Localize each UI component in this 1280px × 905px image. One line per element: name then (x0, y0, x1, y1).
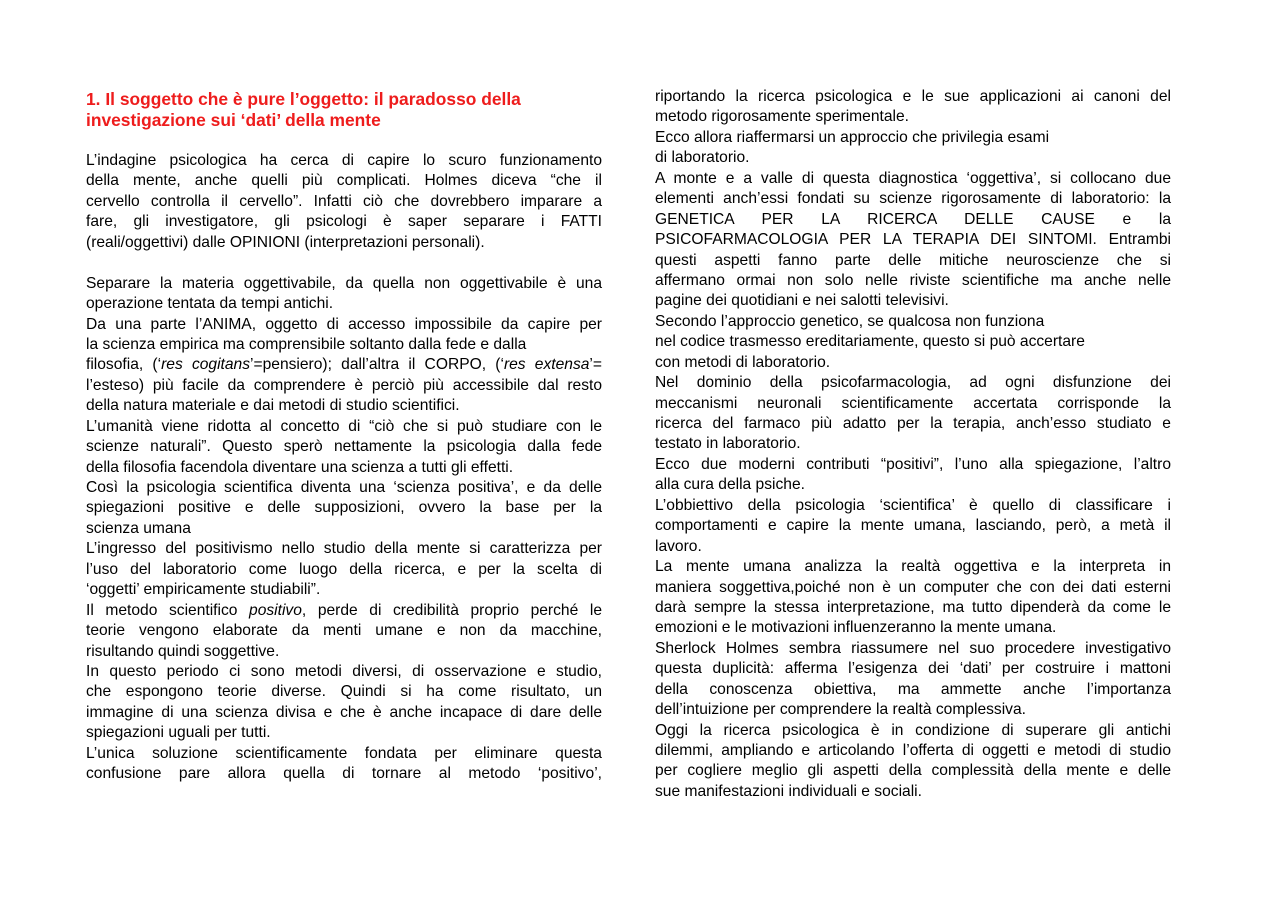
right-text-line: meccanismi neuronali scientificamente accertata corrisponde la (655, 394, 1171, 412)
right-text-line: dell’intuizione per comprendere la realtà complessiva. (655, 701, 1026, 719)
right-text-line: questa duplicità: afferma l’esigenza dei ‘dati’ per costruire i mattoni (655, 660, 1171, 678)
left-text-line: Separare la materia oggettivabile, da quella non oggettivabile è una (86, 274, 602, 292)
text-segment: Il metodo scientifico (86, 601, 250, 619)
text-segment: ’= (589, 356, 602, 374)
left-text-line: teorie vengono elaborate da menti umane e non da macchine, (86, 622, 602, 640)
left-text-line: Così la psicologia scientifica diventa una ‘scienza positiva’, e da delle (86, 479, 602, 496)
right-text-line: Oggi la ricerca psicologica è in condizione di superare gli antichi (655, 721, 1171, 739)
right-text-line: pagine dei quotidiani e nei salotti televisivi. (655, 292, 949, 310)
left-text-line: che espongono teorie diverse. Quindi si ha come risultato, un (86, 683, 602, 701)
left-text-line: L’umanità viene ridotta al concetto di “ciò che si può studiare con le (86, 417, 602, 435)
left-text-line: ‘oggetti’ empiricamente studiabili”. (86, 581, 321, 599)
right-text-line: maniera soggettiva,poiché non è un computer che con dei dati esterni (655, 578, 1171, 596)
right-text-line: alla cura della psiche. (655, 476, 805, 494)
left-text-line: della natura materiale e dai metodi di studio scientifici. (86, 397, 460, 415)
right-text-line: lavoro. (655, 537, 702, 555)
right-text-line: GENETICA PER LA RICERCA DELLE CAUSE e la (655, 210, 1171, 228)
left-text-line: l’esteso) più facile da comprendere è perciò più accessibile dal resto (86, 376, 602, 394)
right-column (655, 87, 1171, 802)
right-text-line: La mente umana analizza la realtà oggettiva e la interpreta in (655, 558, 1171, 576)
left-text-line: (reali/oggettivi) dalle OPINIONI (interpretazioni personali). (86, 233, 485, 251)
section-title (86, 89, 602, 131)
left-text-line: L’ingresso del positivismo nello studio della mente si caratterizza per (86, 540, 602, 558)
right-text-line: PSICOFARMACOLOGIA PER LA TERAPIA DEI SINTOMI. Entrambi (655, 231, 1171, 249)
right-text-line: elementi anch’essi fondati su scienze rigorosamente di laboratorio: la (655, 190, 1171, 208)
left-text-line: della mente, anche quelli più complicati. Holmes diceva “che il (86, 172, 602, 190)
right-text-line: della conoscenza obiettiva, ma ammette anche l’importanza (655, 680, 1171, 698)
right-text-line: affermano ormai non solo nelle riviste scientifiche ma anche nelle (655, 271, 1171, 289)
left-text-line: l’uso del laboratorio come luogo della ricerca, e per la scelta di (86, 560, 602, 578)
text-segment: , perde di credibilità proprio perché le (301, 601, 602, 619)
right-text-line: ricerca del farmaco più adatto per la terapia, anch’esso studiato e (655, 415, 1171, 432)
right-text-line: Sherlock Holmes sembra riassumere nel suo procedere investigativo (655, 639, 1171, 657)
left-text-line: Da una parte l’ANIMA, oggetto di accesso impossibile da capire per (86, 315, 602, 333)
right-text-line: Ecco due moderni contributi “positivi”, l’uno alla spiegazione, l’altro (655, 455, 1171, 473)
left-text-line: la scienza empirica ma comprensibile soltanto dalla fede e dalla (86, 335, 527, 353)
left-column-body (86, 151, 602, 785)
left-text-line (86, 355, 602, 375)
right-text-line: con metodi di laboratorio. (655, 353, 831, 371)
right-text-line: Ecco allora riaffermarsi un approccio che privilegia esami (655, 128, 1050, 146)
right-text-line: emozioni e le motivazioni influenzeranno la mente umana. (655, 619, 1057, 637)
right-column-body (655, 87, 1171, 802)
right-text-line: sue manifestazioni individuali e sociali. (655, 782, 922, 800)
right-text-line: dilemmi, ampliando e articolando l’offerta di oggetti e metodi di studio (655, 742, 1171, 759)
left-text-line: immagine di una scienza divisa e che è anche incapace di dare delle (86, 703, 602, 721)
left-text-line: L’indagine psicologica ha cerca di capire lo scuro funzionamento (86, 152, 602, 169)
left-text-line: spiegazioni positive e delle supposizioni, ovvero la base per la (86, 499, 602, 517)
right-text-line: per cogliere meglio gli aspetti della complessità della mente e delle (655, 762, 1171, 780)
right-text-line: A monte e a valle di questa diagnostica ‘oggettiva’, si collocano due (655, 169, 1171, 187)
right-text-line: Secondo l’approccio genetico, se qualcosa non funziona (655, 312, 1045, 330)
left-text-line: In questo periodo ci sono metodi diversi, di osservazione e studio, (86, 662, 602, 680)
right-text-line: riportando la ricerca psicologica e le sue applicazioni ai canoni del (655, 88, 1171, 105)
right-text-line: L’obbiettivo della psicologia ‘scientifica’ è quello di classificare i (655, 496, 1171, 514)
right-text-line: metodo rigorosamente sperimentale. (655, 108, 909, 126)
right-text-line: questi aspetti fanno parte delle mitiche neuroscienze che si (655, 251, 1171, 269)
right-text-line: darà sempre la stessa interpretazione, ma tutto dipenderà da come le (655, 598, 1171, 616)
right-text-line: di laboratorio. (655, 149, 750, 167)
right-text-line: testato in laboratorio. (655, 435, 801, 453)
italic-term: res cogitans (161, 356, 251, 374)
left-text-line: risultando quindi soggettive. (86, 642, 280, 660)
left-text-line: spiegazioni uguali per tutti. (86, 724, 271, 742)
left-text-line: scienza umana (86, 519, 191, 537)
left-text-line: L’unica soluzione scientificamente fondata per eliminare questa (86, 744, 602, 762)
section-title-line-2: investigazione sui ‘dati’ della mente (86, 110, 381, 130)
right-text-line: Nel dominio della psicofarmacologia, ad ogni disfunzione dei (655, 374, 1171, 392)
left-text-line: scienze naturali”. Questo sperò nettamente la psicologia dalla fede (86, 438, 602, 456)
left-text-line: operazione tentata da tempi antichi. (86, 295, 334, 313)
left-text-line: cervello controlla il cervello”. Infatti ciò che dovrebbero imparare a (86, 192, 602, 210)
left-text-line: della filosofia facendola diventare una scienza a tutti gli effetti. (86, 458, 514, 476)
left-text-line: confusione pare allora quella di tornare al metodo ‘positivo’, (86, 765, 602, 783)
section-title-line-1: 1. Il soggetto che è pure l’oggetto: il paradosso della (86, 89, 521, 109)
paragraph-gap (86, 253, 602, 273)
italic-term: positivo (249, 601, 302, 619)
text-segment: ’=pensiero); dall’altra il CORPO, (‘ (250, 356, 504, 374)
italic-term: res extensa (503, 356, 590, 374)
left-text-line: fare, gli investigatore, gli psicologi è saper separare i FATTI (86, 213, 602, 231)
right-text-line: comportamenti e capire la mente umana, lasciando, però, a metà il (655, 517, 1171, 535)
right-text-line: nel codice trasmesso ereditariamente, questo si può accertare (655, 333, 1085, 351)
text-segment: filosofia, (‘ (86, 356, 162, 374)
left-text-line (86, 601, 602, 621)
left-column (86, 89, 602, 785)
